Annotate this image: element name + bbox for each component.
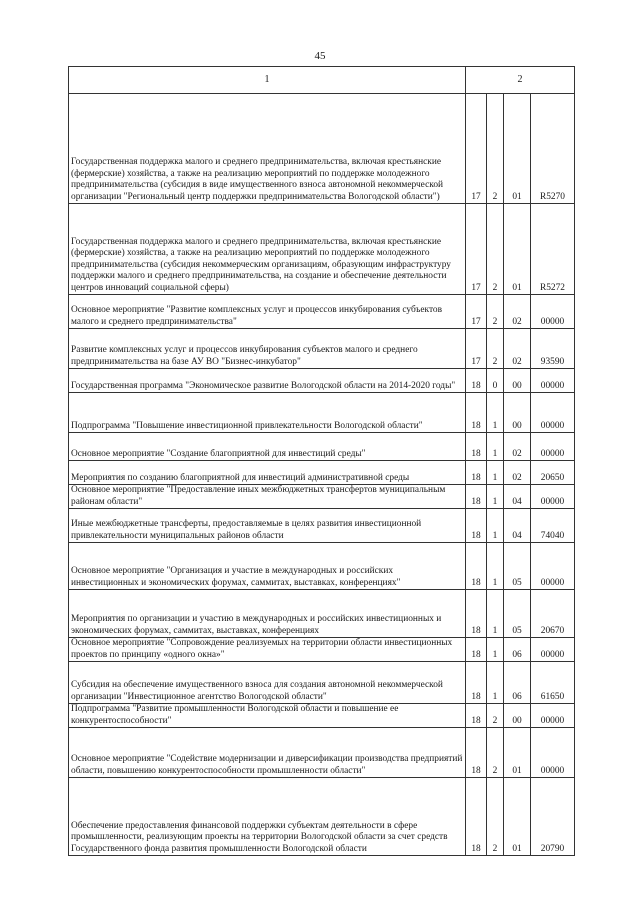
row-description: Государственная программа "Экономическое развитие Вологодской области на 2014-2020 годы" bbox=[69, 369, 466, 393]
row-code-c: 02 bbox=[504, 461, 531, 485]
budget-classification-table bbox=[68, 66, 575, 856]
row-code-a: 18 bbox=[466, 662, 487, 704]
table-row bbox=[69, 295, 575, 329]
row-code-a: 18 bbox=[466, 509, 487, 543]
row-code-b: 2 bbox=[487, 704, 504, 728]
row-description: Мероприятия по созданию благоприятной для инвестиций административной среды bbox=[69, 461, 466, 485]
row-code-b: 2 bbox=[487, 94, 504, 204]
row-code-a: 18 bbox=[466, 433, 487, 461]
row-code-c: 05 bbox=[504, 590, 531, 638]
row-code-d: 00000 bbox=[531, 485, 575, 509]
table-row bbox=[69, 638, 575, 662]
row-code-b: 0 bbox=[487, 369, 504, 393]
table-row bbox=[69, 704, 575, 728]
row-code-d: R5272 bbox=[531, 204, 575, 295]
row-code-c: 01 bbox=[504, 728, 531, 778]
table-row bbox=[69, 204, 575, 295]
row-code-d: 00000 bbox=[531, 433, 575, 461]
row-code-c: 00 bbox=[504, 369, 531, 393]
table-row bbox=[69, 778, 575, 856]
row-code-b: 2 bbox=[487, 329, 504, 369]
header-col-1: 1 bbox=[69, 67, 466, 94]
table-header-row bbox=[69, 67, 575, 94]
row-description: Подпрограмма "Повышение инвестиционной привлекательности Вологодской области" bbox=[69, 393, 466, 433]
row-code-c: 02 bbox=[504, 295, 531, 329]
row-description: Мероприятия по организации и участию в международных и российских инвестиционных и экономических форумах, саммитах, выставках, конференциях bbox=[69, 590, 466, 638]
row-code-d: 20670 bbox=[531, 590, 575, 638]
row-code-d: 00000 bbox=[531, 638, 575, 662]
row-code-a: 17 bbox=[466, 329, 487, 369]
row-code-b: 2 bbox=[487, 295, 504, 329]
row-description: Основное мероприятие "Содействие модернизации и диверсификации производства предприятий области, повышению конкурентоспособности промышленности области" bbox=[69, 728, 466, 778]
row-code-c: 01 bbox=[504, 778, 531, 856]
row-code-b: 1 bbox=[487, 485, 504, 509]
row-description: Государственная поддержка малого и среднего предпринимательства, включая крестьянские (фермерские) хозяйства, а также на реализацию мероприятий по поддержке молодежного предпринимательства (субсидия в виде имущественного взноса автономной некоммерческой организации "Региональный центр поддержки предпринимательства Вологодской области") bbox=[69, 94, 466, 204]
row-description: Основное мероприятие "Создание благоприятной для инвестиций среды" bbox=[69, 433, 466, 461]
row-code-b: 2 bbox=[487, 728, 504, 778]
row-code-d: 20790 bbox=[531, 778, 575, 856]
row-description: Основное мероприятие "Развитие комплексных услуг и процессов инкубирования субъектов малого и среднего предпринимательства" bbox=[69, 295, 466, 329]
row-code-b: 1 bbox=[487, 509, 504, 543]
row-code-b: 1 bbox=[487, 461, 504, 485]
row-code-d: 00000 bbox=[531, 543, 575, 590]
row-description: Иные межбюджетные трансферты, предоставляемые в целях развития инвестиционной привлекательности муниципальных районов области bbox=[69, 509, 466, 543]
row-code-a: 17 bbox=[466, 94, 487, 204]
row-code-a: 17 bbox=[466, 295, 487, 329]
table-row bbox=[69, 662, 575, 704]
table-row bbox=[69, 94, 575, 204]
header-col-2: 2 bbox=[466, 67, 575, 94]
table-row bbox=[69, 329, 575, 369]
row-code-d: 00000 bbox=[531, 369, 575, 393]
row-code-a: 18 bbox=[466, 704, 487, 728]
row-description: Обеспечение предоставления финансовой поддержки субъектам деятельности в сфере промышленности, реализующим проекты на территории Вологодской области за счет средств Государственного фонда развития промышленности Вологодской области bbox=[69, 778, 466, 856]
row-code-d: 74040 bbox=[531, 509, 575, 543]
table-row bbox=[69, 433, 575, 461]
row-code-d: 00000 bbox=[531, 393, 575, 433]
row-code-c: 02 bbox=[504, 433, 531, 461]
row-description: Подпрограмма "Развитие промышленности Вологодской области и повышение ее конкурентоспособности" bbox=[69, 704, 466, 728]
row-description: Субсидия на обеспечение имущественного взноса для создания автономной некоммерческой организации "Инвестиционное агентство Вологодской области" bbox=[69, 662, 466, 704]
row-description: Государственная поддержка малого и среднего предпринимательства, включая крестьянские (фермерские) хозяйства, а также на реализацию мероприятий по поддержке молодежного предпринимательства (субсидия некоммерческим организациям, образующим инфраструктуру поддержки малого и среднего предпринимательства, на создание и обеспечение деятельности центров инноваций социальной сферы) bbox=[69, 204, 466, 295]
row-description: Основное мероприятие "Организация и участие в международных и российских инвестиционных и экономических форумах, саммитах, выставках, конференциях" bbox=[69, 543, 466, 590]
row-code-c: 00 bbox=[504, 393, 531, 433]
row-code-c: 06 bbox=[504, 662, 531, 704]
row-code-b: 1 bbox=[487, 662, 504, 704]
row-code-c: 00 bbox=[504, 704, 531, 728]
table-row bbox=[69, 543, 575, 590]
table-row bbox=[69, 728, 575, 778]
row-description: Основное мероприятие "Предоставление иных межбюджетных трансфертов муниципальным районам области" bbox=[69, 485, 466, 509]
row-code-b: 2 bbox=[487, 778, 504, 856]
row-code-c: 06 bbox=[504, 638, 531, 662]
row-description: Основное мероприятие "Сопровождение реализуемых на территории области инвестиционных проектов по принципу «одного окна»" bbox=[69, 638, 466, 662]
table-row bbox=[69, 369, 575, 393]
table-row bbox=[69, 461, 575, 485]
row-code-c: 04 bbox=[504, 509, 531, 543]
row-code-c: 01 bbox=[504, 204, 531, 295]
row-code-a: 18 bbox=[466, 638, 487, 662]
row-code-a: 18 bbox=[466, 393, 487, 433]
row-code-d: 20650 bbox=[531, 461, 575, 485]
row-description: Развитие комплексных услуг и процессов инкубирования субъектов малого и среднего предпринимательства на базе АУ ВО "Бизнес-инкубатор" bbox=[69, 329, 466, 369]
row-code-a: 18 bbox=[466, 590, 487, 638]
page-number: 45 bbox=[314, 50, 326, 62]
row-code-a: 18 bbox=[466, 485, 487, 509]
row-code-c: 05 bbox=[504, 543, 531, 590]
row-code-a: 17 bbox=[466, 204, 487, 295]
row-code-d: 00000 bbox=[531, 704, 575, 728]
row-code-c: 01 bbox=[504, 94, 531, 204]
row-code-a: 18 bbox=[466, 461, 487, 485]
table-row bbox=[69, 485, 575, 509]
row-code-c: 02 bbox=[504, 329, 531, 369]
row-code-d: 61650 bbox=[531, 662, 575, 704]
row-code-b: 1 bbox=[487, 638, 504, 662]
table-row bbox=[69, 590, 575, 638]
row-code-a: 18 bbox=[466, 728, 487, 778]
row-code-c: 04 bbox=[504, 485, 531, 509]
row-code-d: 00000 bbox=[531, 295, 575, 329]
row-code-d: 93590 bbox=[531, 329, 575, 369]
row-code-b: 1 bbox=[487, 393, 504, 433]
row-code-a: 18 bbox=[466, 369, 487, 393]
row-code-a: 18 bbox=[466, 778, 487, 856]
table-row bbox=[69, 393, 575, 433]
row-code-d: 00000 bbox=[531, 728, 575, 778]
row-code-d: R5270 bbox=[531, 94, 575, 204]
row-code-b: 2 bbox=[487, 204, 504, 295]
row-code-a: 18 bbox=[466, 543, 487, 590]
row-code-b: 1 bbox=[487, 590, 504, 638]
row-code-b: 1 bbox=[487, 433, 504, 461]
row-code-b: 1 bbox=[487, 543, 504, 590]
table-row bbox=[69, 509, 575, 543]
